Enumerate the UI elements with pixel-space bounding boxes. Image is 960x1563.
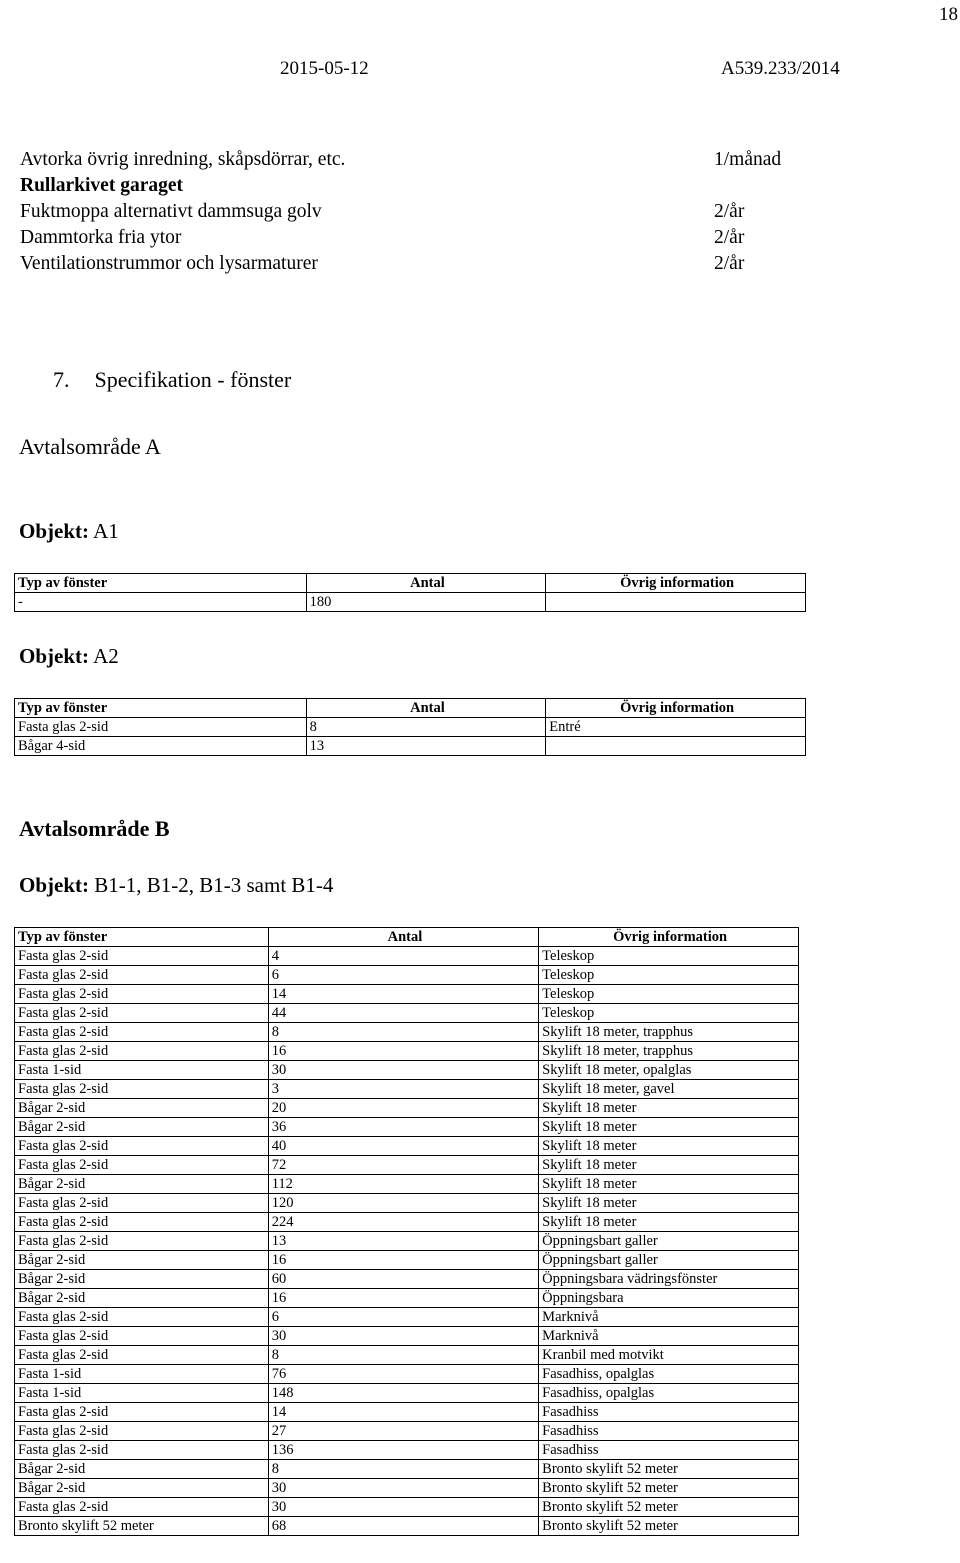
table-row: [15, 1403, 799, 1422]
table-cell: Teleskop: [539, 947, 799, 966]
table-cell: Bronto skylift 52 meter: [15, 1517, 269, 1536]
table-cell: 148: [268, 1384, 538, 1403]
table-cell: Öppningsbart galler: [539, 1232, 799, 1251]
object-b1-heading: [19, 873, 333, 898]
task-frequency: 2/år: [714, 253, 745, 274]
task-frequency: 2/år: [714, 201, 745, 222]
object-name: A2: [93, 644, 119, 668]
table-cell: Fasta glas 2-sid: [15, 985, 269, 1004]
table-cell: Skylift 18 meter, trapphus: [539, 1023, 799, 1042]
table-row: [15, 1460, 799, 1479]
table-row: [15, 1137, 799, 1156]
table-cell: Öppningsbart galler: [539, 1251, 799, 1270]
table-row: [15, 1384, 799, 1403]
column-header: Typ av fönster: [15, 699, 307, 718]
table-cell: Fasta glas 2-sid: [15, 1080, 269, 1099]
table-cell: 36: [268, 1118, 538, 1137]
table-cell: 120: [268, 1194, 538, 1213]
table-cell: Marknivå: [539, 1308, 799, 1327]
table-cell: 16: [268, 1042, 538, 1061]
table-cell: 180: [306, 593, 546, 612]
task-name: Dammtorka fria ytor: [20, 227, 182, 248]
object-name: A1: [93, 519, 119, 543]
table-row: [15, 1099, 799, 1118]
table-row: [15, 737, 806, 756]
cleaning-tasks-list: [20, 147, 820, 277]
table-cell: Bronto skylift 52 meter: [539, 1517, 799, 1536]
table-cell: 30: [268, 1061, 538, 1080]
table-row: [15, 1251, 799, 1270]
table-cell: Teleskop: [539, 985, 799, 1004]
task-name: Rullarkivet garaget: [20, 175, 184, 196]
object-label: Objekt:: [19, 873, 89, 897]
table-cell: Fasta glas 2-sid: [15, 1327, 269, 1346]
table-cell: Fasadhiss, opalglas: [539, 1365, 799, 1384]
section-heading: [53, 367, 291, 393]
table-cell: -: [15, 593, 307, 612]
column-header: Typ av fönster: [15, 928, 269, 947]
table-cell: 112: [268, 1175, 538, 1194]
task-frequency: 2/år: [714, 227, 745, 248]
table-cell: Fasta glas 2-sid: [15, 1004, 269, 1023]
area-b-heading: Avtalsområde B: [19, 816, 170, 841]
table-cell: 8: [268, 1023, 538, 1042]
table-cell: Bågar 2-sid: [15, 1270, 269, 1289]
table-cell: 27: [268, 1422, 538, 1441]
table-cell: Fasta glas 2-sid: [15, 1346, 269, 1365]
table-cell: Skylift 18 meter, gavel: [539, 1080, 799, 1099]
table-row: [15, 1498, 799, 1517]
table-cell: 13: [306, 737, 546, 756]
table-row: [15, 1327, 799, 1346]
table-header-row: [15, 574, 806, 593]
table-row: [15, 1004, 799, 1023]
table-cell: Bågar 2-sid: [15, 1289, 269, 1308]
table-cell: 8: [268, 1460, 538, 1479]
table-cell: Bronto skylift 52 meter: [539, 1460, 799, 1479]
table-cell: [546, 737, 806, 756]
table-cell: 136: [268, 1441, 538, 1460]
table-row: [15, 1175, 799, 1194]
table-cell: Fasta glas 2-sid: [15, 1232, 269, 1251]
table-cell: [546, 593, 806, 612]
table-cell: Bågar 2-sid: [15, 1175, 269, 1194]
table-cell: Fasta 1-sid: [15, 1365, 269, 1384]
table-cell: 13: [268, 1232, 538, 1251]
table-row: [15, 1156, 799, 1175]
table-row: [15, 718, 806, 737]
table-cell: Fasta glas 2-sid: [15, 1156, 269, 1175]
table-header-row: [15, 928, 799, 947]
table-cell: Kranbil med motvikt: [539, 1346, 799, 1365]
table-cell: 16: [268, 1289, 538, 1308]
table-row: [15, 1346, 799, 1365]
object-label: Objekt:: [19, 644, 89, 668]
task-row: [20, 199, 820, 225]
table-cell: 44: [268, 1004, 538, 1023]
table-cell: Skylift 18 meter, trapphus: [539, 1042, 799, 1061]
table-cell: 60: [268, 1270, 538, 1289]
table-cell: Marknivå: [539, 1327, 799, 1346]
table-cell: Fasadhiss: [539, 1403, 799, 1422]
table-header-row: [15, 699, 806, 718]
table-cell: 4: [268, 947, 538, 966]
task-frequency: 1/månad: [714, 149, 782, 170]
table-row: [15, 1118, 799, 1137]
section-number: 7.: [53, 367, 70, 392]
table-row: [15, 1213, 799, 1232]
table-cell: 68: [268, 1517, 538, 1536]
table-cell: 72: [268, 1156, 538, 1175]
table-cell: 3: [268, 1080, 538, 1099]
table-row: [15, 1441, 799, 1460]
table-cell: Fasta 1-sid: [15, 1061, 269, 1080]
table-cell: Skylift 18 meter: [539, 1137, 799, 1156]
table-row: [15, 1308, 799, 1327]
table-cell: Bågar 2-sid: [15, 1460, 269, 1479]
task-name: Ventilationstrummor och lysarmaturer: [20, 253, 318, 274]
table-row: [15, 1422, 799, 1441]
table-row: [15, 1365, 799, 1384]
document-date: 2015-05-12: [280, 58, 369, 79]
table-cell: Bågar 2-sid: [15, 1251, 269, 1270]
window-table-b1: [14, 927, 799, 1536]
task-row: [20, 251, 820, 277]
table-cell: 14: [268, 1403, 538, 1422]
table-cell: Fasta glas 2-sid: [15, 1137, 269, 1156]
table-row: [15, 1517, 799, 1536]
table-row: [15, 1232, 799, 1251]
column-header: Antal: [306, 699, 546, 718]
column-header: Övrig information: [546, 574, 806, 593]
table-cell: Skylift 18 meter: [539, 1175, 799, 1194]
table-cell: Bågar 4-sid: [15, 737, 307, 756]
page-number: 18: [939, 4, 958, 25]
table-cell: Fasta glas 2-sid: [15, 1042, 269, 1061]
document-reference: A539.233/2014: [721, 58, 840, 79]
table-cell: Teleskop: [539, 966, 799, 985]
table-row: [15, 1479, 799, 1498]
object-a2-heading: [19, 644, 119, 669]
table-cell: Fasta glas 2-sid: [15, 947, 269, 966]
table-row: [15, 1194, 799, 1213]
window-table-a2: [14, 698, 806, 756]
table-cell: Fasadhiss, opalglas: [539, 1384, 799, 1403]
table-row: [15, 1289, 799, 1308]
table-cell: Skylift 18 meter: [539, 1118, 799, 1137]
table-row: [15, 947, 799, 966]
table-cell: 8: [268, 1346, 538, 1365]
table-cell: 76: [268, 1365, 538, 1384]
table-row: [15, 1023, 799, 1042]
table-cell: Öppningsbara: [539, 1289, 799, 1308]
table-cell: Fasta glas 2-sid: [15, 718, 307, 737]
column-header: Antal: [268, 928, 538, 947]
task-name: Fuktmoppa alternativt dammsuga golv: [20, 201, 322, 222]
table-cell: Öppningsbara vädringsfönster: [539, 1270, 799, 1289]
table-cell: 30: [268, 1327, 538, 1346]
table-cell: Skylift 18 meter: [539, 1194, 799, 1213]
table-row: [15, 1061, 799, 1080]
table-cell: 40: [268, 1137, 538, 1156]
table-cell: Skylift 18 meter: [539, 1213, 799, 1232]
table-row: [15, 1080, 799, 1099]
table-cell: Bågar 2-sid: [15, 1118, 269, 1137]
table-cell: Fasta glas 2-sid: [15, 1403, 269, 1422]
window-table-a1: [14, 573, 806, 612]
table-cell: Skylift 18 meter: [539, 1099, 799, 1118]
task-row: [20, 225, 820, 251]
table-cell: Fasta glas 2-sid: [15, 1422, 269, 1441]
table-row: [15, 593, 806, 612]
table-cell: 30: [268, 1479, 538, 1498]
table-cell: 6: [268, 966, 538, 985]
table-cell: Skylift 18 meter, opalglas: [539, 1061, 799, 1080]
column-header: Övrig information: [546, 699, 806, 718]
table-cell: 6: [268, 1308, 538, 1327]
table-cell: 224: [268, 1213, 538, 1232]
table-cell: Fasta glas 2-sid: [15, 1023, 269, 1042]
table-cell: Entré: [546, 718, 806, 737]
table-cell: Fasta glas 2-sid: [15, 1498, 269, 1517]
column-header: Typ av fönster: [15, 574, 307, 593]
table-cell: 20: [268, 1099, 538, 1118]
table-cell: Fasadhiss: [539, 1422, 799, 1441]
column-header: Antal: [306, 574, 546, 593]
table-cell: Fasta 1-sid: [15, 1384, 269, 1403]
object-label: Objekt:: [19, 519, 89, 543]
table-cell: Bronto skylift 52 meter: [539, 1479, 799, 1498]
table-cell: Fasta glas 2-sid: [15, 966, 269, 985]
table-cell: 8: [306, 718, 546, 737]
table-cell: Bågar 2-sid: [15, 1099, 269, 1118]
table-cell: Bronto skylift 52 meter: [539, 1498, 799, 1517]
table-cell: 16: [268, 1251, 538, 1270]
object-a1-heading: [19, 519, 119, 544]
table-cell: Skylift 18 meter: [539, 1156, 799, 1175]
table-cell: Bågar 2-sid: [15, 1479, 269, 1498]
table-cell: Fasta glas 2-sid: [15, 1308, 269, 1327]
table-cell: Fasta glas 2-sid: [15, 1194, 269, 1213]
task-name: Avtorka övrig inredning, skåpsdörrar, etc.: [20, 149, 346, 170]
table-row: [15, 1042, 799, 1061]
column-header: Övrig information: [539, 928, 799, 947]
table-row: [15, 966, 799, 985]
task-row: [20, 173, 820, 199]
table-row: [15, 985, 799, 1004]
table-cell: 30: [268, 1498, 538, 1517]
table-cell: Fasta glas 2-sid: [15, 1441, 269, 1460]
table-cell: 14: [268, 985, 538, 1004]
table-cell: Fasta glas 2-sid: [15, 1213, 269, 1232]
table-cell: Teleskop: [539, 1004, 799, 1023]
task-row: [20, 147, 820, 173]
object-name: B1-1, B1-2, B1-3 samt B1-4: [94, 873, 334, 897]
table-cell: Fasadhiss: [539, 1441, 799, 1460]
area-a-heading: Avtalsområde A: [19, 434, 161, 459]
table-row: [15, 1270, 799, 1289]
section-title: Specifikation - fönster: [94, 367, 292, 392]
